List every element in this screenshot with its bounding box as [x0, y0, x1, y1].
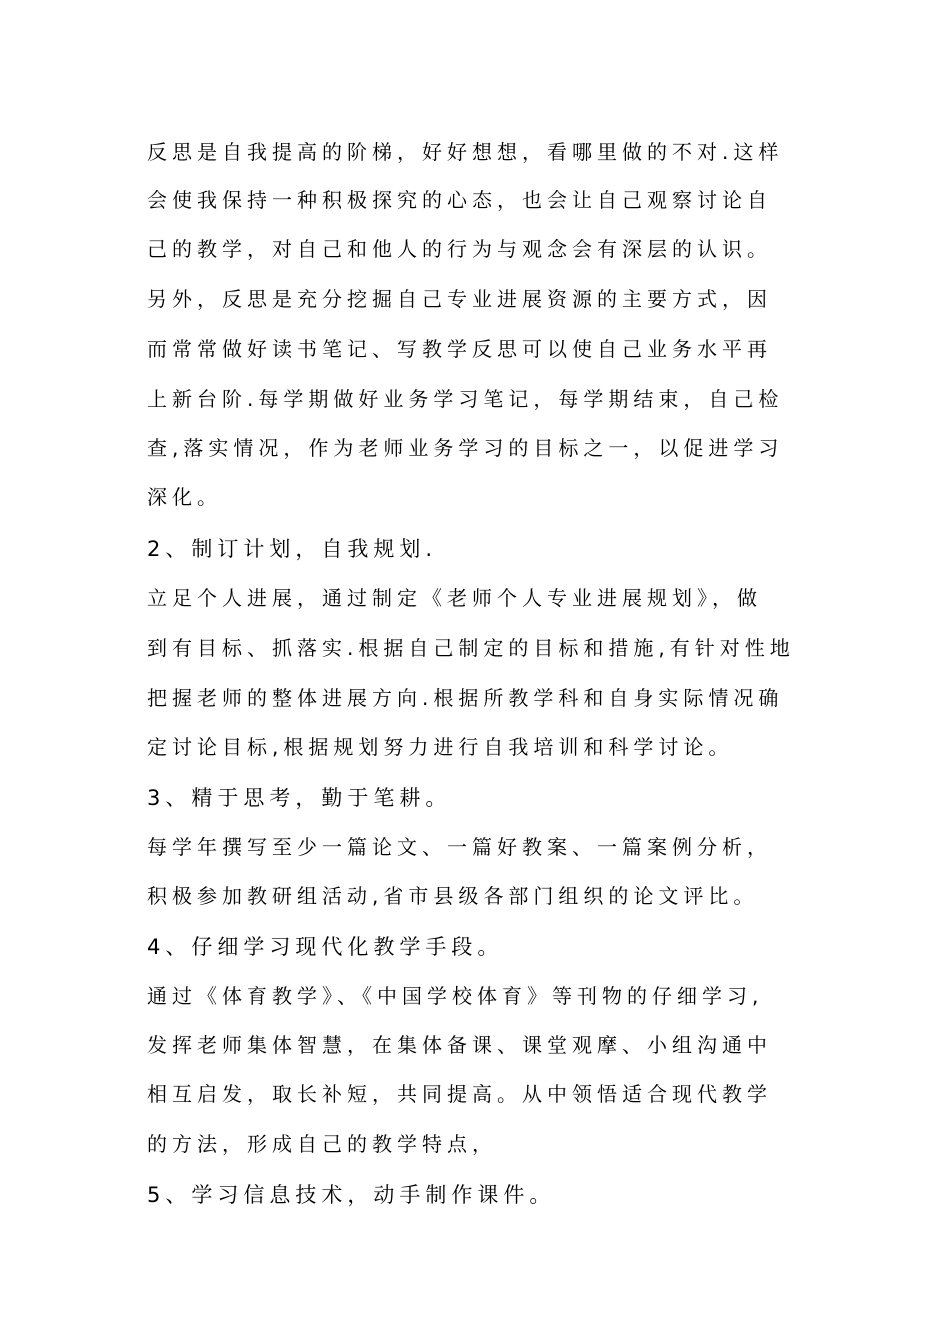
text-line: 通过《体育教学》、《中国学校体育》等刊物的仔细学习, [147, 984, 764, 1008]
text-line: 而常常做好读书笔记、写教学反思可以使自己业务水平再 [147, 337, 772, 361]
text-line: 立足个人进展，通过制定《老师个人专业进展规划》，做 [147, 586, 762, 610]
text-line: 反思是自我提高的阶梯，好好想想，看哪里做的不对.这样 [147, 140, 784, 164]
text-line: 积极参加教研组活动,省市县级各部门组织的论文评比。 [147, 884, 759, 908]
section-heading-5: 5、学习信息技术，动手制作课件。 [147, 1183, 556, 1207]
text-line: 己的教学，对自己和他人的行为与观念会有深层的认识。 [147, 237, 772, 261]
section-heading-2: 2、制订计划，自我规划. [147, 537, 438, 561]
text-line: 到有目标、抓落实.根据自己制定的目标和措施,有针对性地 [147, 636, 795, 660]
text-line: 查,落实情况，作为老师业务学习的目标之一，以促进学习 [147, 436, 784, 460]
text-line: 上新台阶.每学期做好业务学习笔记，每学期结束，自己检 [147, 387, 784, 411]
text-line: 相互启发，取长补短，共同提高。从中领悟适合现代教学 [147, 1082, 772, 1106]
text-line: 发挥老师集体智慧，在集体备课、课堂观摩、小组沟通中 [147, 1033, 772, 1057]
text-line: 定讨论目标,根据规划努力进行自我培训和科学讨论。 [147, 735, 734, 759]
text-line: 把握老师的整体进展方向.根据所教学科和自身实际情况确 [147, 686, 784, 710]
text-line: 的方法，形成自己的教学特点， [147, 1132, 497, 1156]
text-line: 会使我保持一种积极探究的心态，也会让自己观察讨论自 [147, 188, 772, 212]
section-heading-4: 4、仔细学习现代化教学手段。 [147, 935, 504, 959]
text-line: 深化。 [147, 485, 222, 509]
section-heading-3: 3、精于思考，勤于笔耕。 [147, 786, 452, 810]
text-line: 另外，反思是充分挖掘自己专业进展资源的主要方式，因 [147, 287, 772, 311]
text-line: 每学年撰写至少一篇论文、一篇好教案、一篇案例分析， [147, 835, 772, 859]
